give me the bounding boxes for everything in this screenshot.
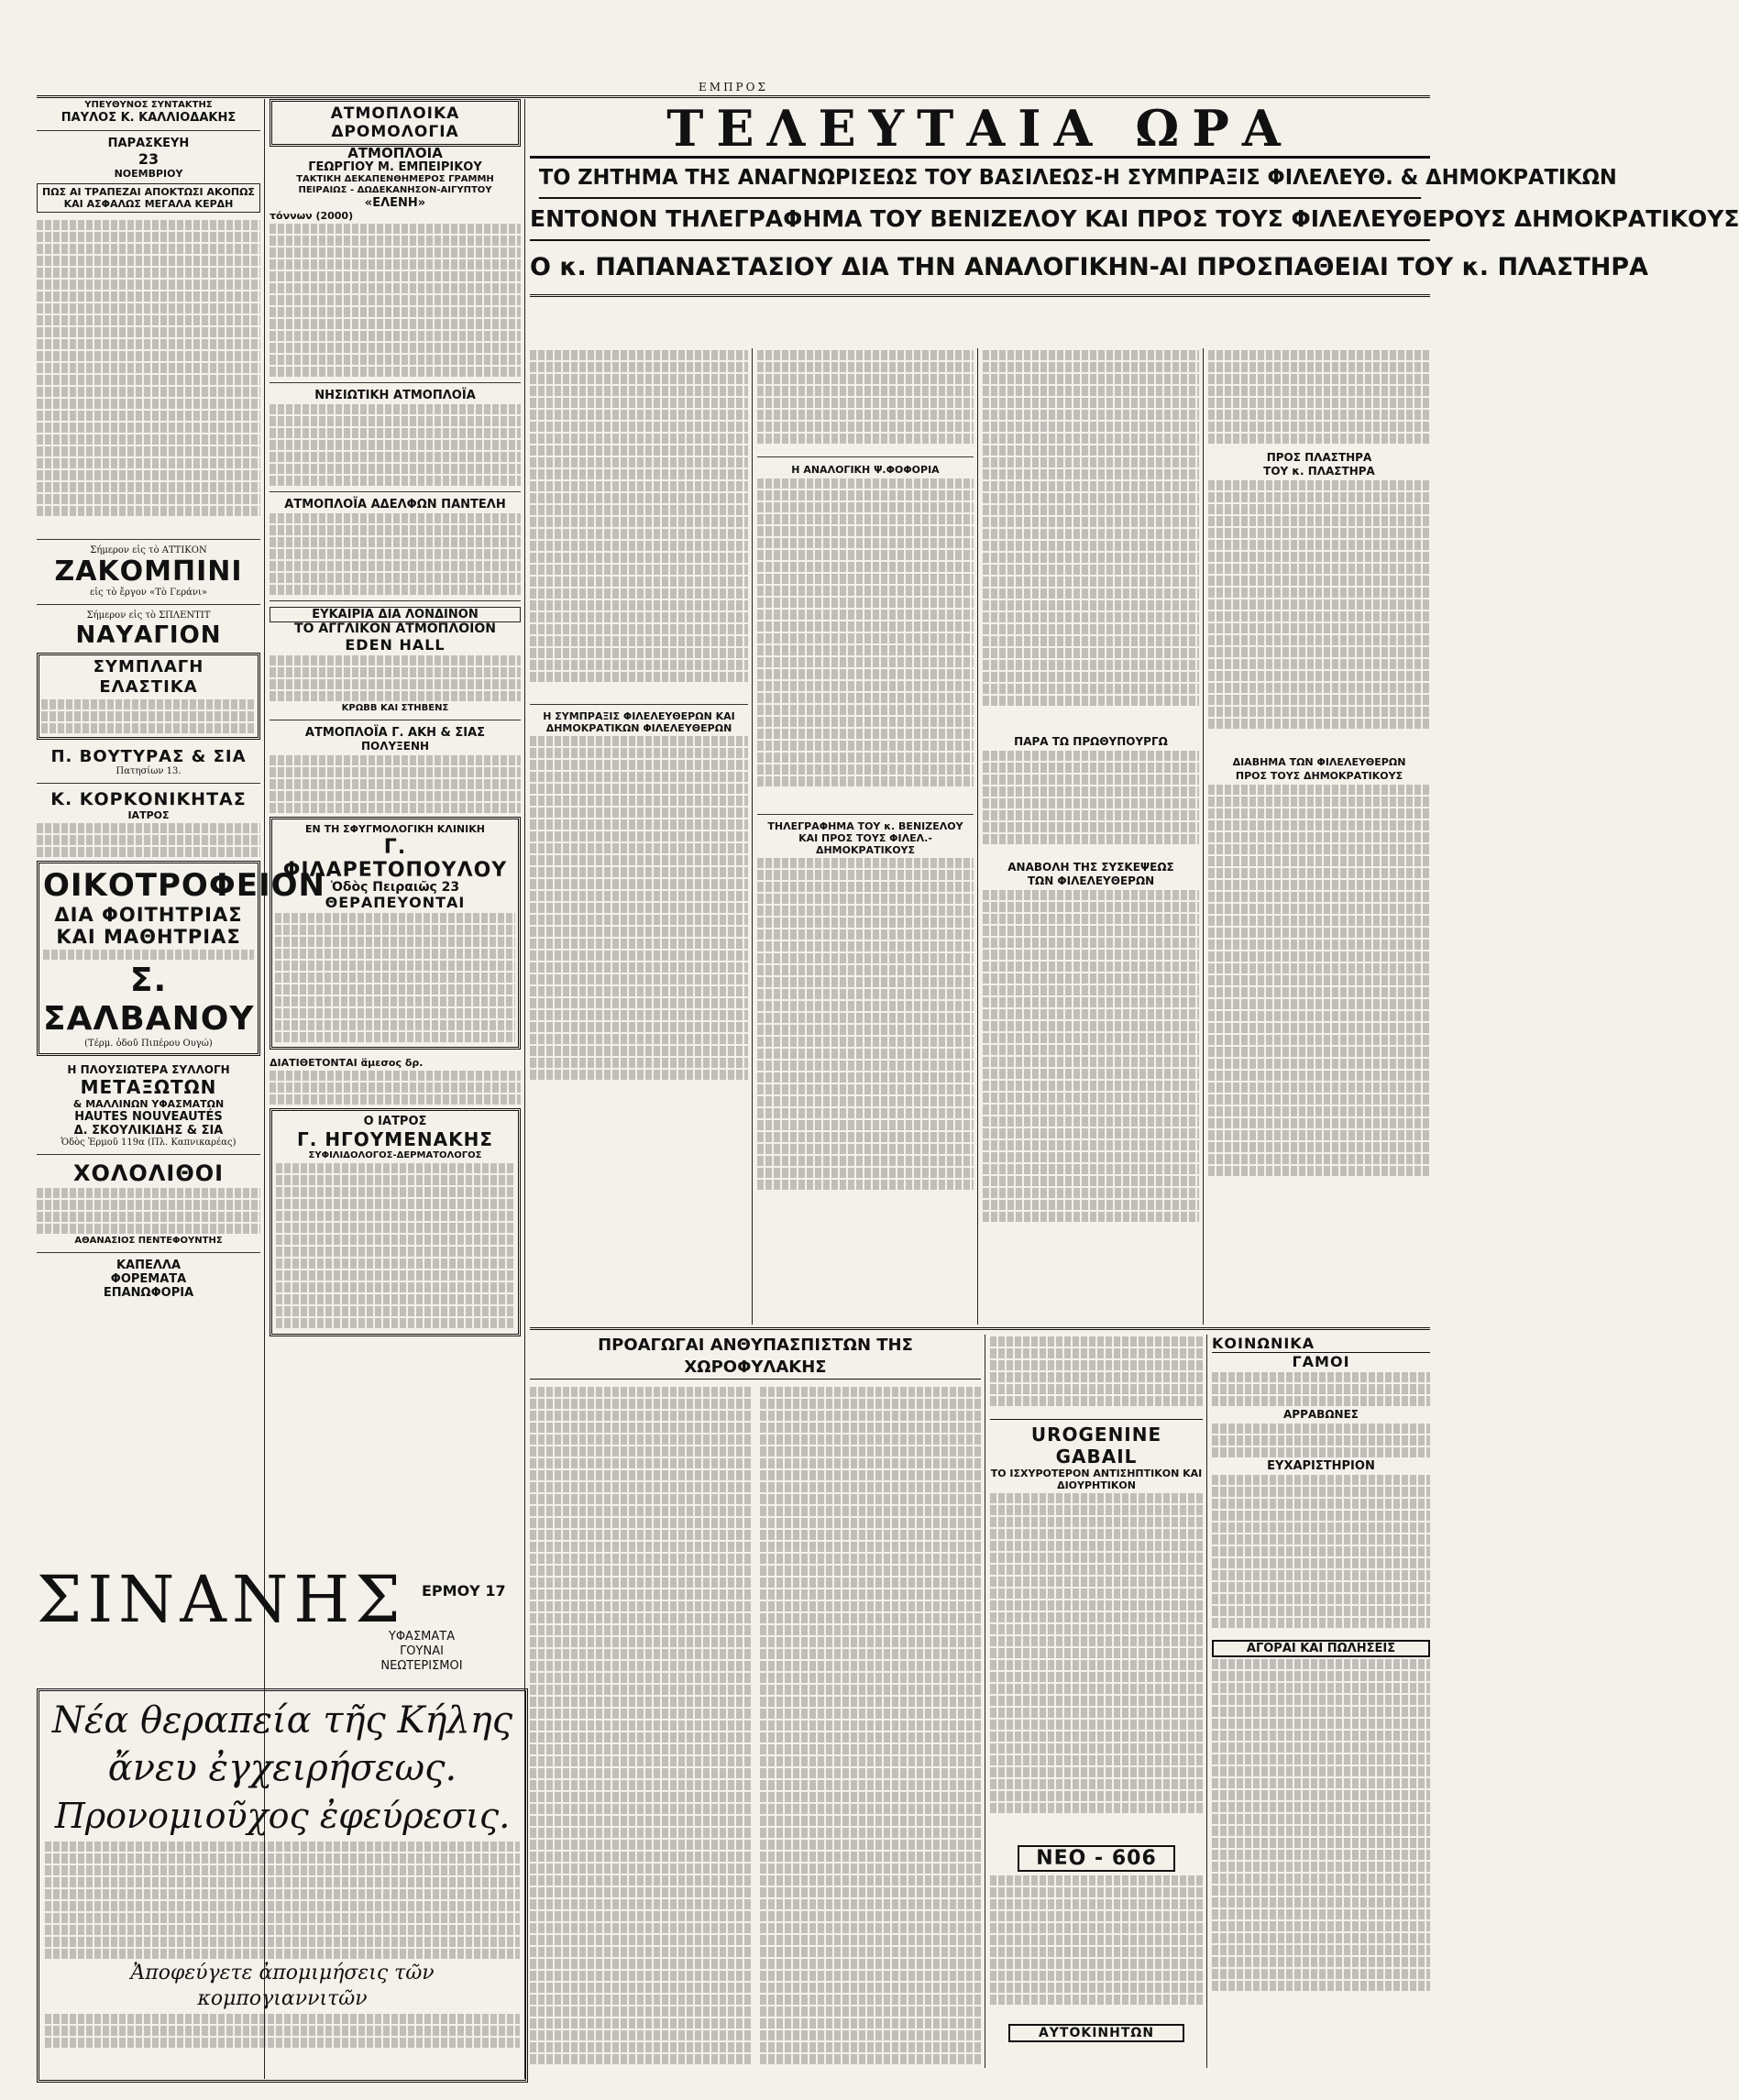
issue-weekday: ΠΑΡΑΣΚΕΥΗ (107, 137, 190, 150)
banner-headline-3: Ο κ. ΠΑΠΑΝΑΣΤΑΣΙΟΥ ΔΙΑ ΤΗΝ ΑΝΑΛΟΓΙΚΗΝ-ΑΙ ΠΡΟΣΠΑΘΕΙΑΙ ΤΟΥ κ. ΠΛΑΣΤΗΡΑ (530, 241, 1430, 297)
ad-xoloithi: ΧΟΛΟΛΙΘΟΙ (72, 1160, 225, 1186)
splendid-note: Σήμερον εἰς τὸ ΣΠΛΕΝΤΙΤ (86, 610, 211, 621)
ad-elastika-title: ΣΥΜΠΛΑΓΗ ΕΛΑΣΤΙΚΑ (93, 657, 204, 697)
issue-day: 23 (138, 150, 160, 168)
ad-kili-line2: ἄνευ ἐγχειρήσεως. (107, 1747, 457, 1789)
shipping-line-route: ΤΑΚΤΙΚΗ ΔΕΚΑΠΕΝΘΗΜΕΡΟΣ ΓΡΑΜΜΗ (296, 174, 494, 184)
section-koinonika: ΚΟΙΝΩΝΙΚΑ (1212, 1335, 1430, 1353)
news-column-b (757, 348, 974, 1325)
ad-skoulikidis: Δ. ΣΚΟΥΛΙΚΙΔΗΣ & ΣΙΑ (73, 1124, 224, 1138)
shipping-eden-hall: EDEN HALL (345, 636, 446, 654)
ad-sinanis-yfasmata: ΥΦΑΣΜΑΤΑ (388, 1630, 456, 1644)
article-pros-plastira: ΠΡΟΣ ΠΛΑΣΤΗΡΑ (1266, 451, 1372, 464)
shipping-adelfon-title: ΑΤΜΟΠΛΟΪΑ ΑΔΕΛΦΩΝ ΠΑΝΤΕΛΗ (284, 498, 506, 511)
banner (530, 99, 1739, 346)
shipping-line-route2: ΠΕΙΡΑΙΩΣ - ΔΩΔΕΚΑΝΗΣΟΝ-ΑΙΓΥΠΤΟΥ (298, 185, 492, 195)
shipping-island-title: ΝΗΣΙΩΤΙΚΗ ΑΤΜΟΠΛΟΪΑ (314, 389, 476, 402)
column-second (270, 99, 521, 1556)
article-proagogai: ΠΡΟΑΓΩΓΑΙ ΑΝΘΥΠΑΣΠΙΣΤΩΝ ΤΗΣ ΧΩΡΟΦΥΛΑΚΗΣ (530, 1335, 981, 1380)
ad-doctor2-specialty: ΣΥΦΙΛΙΔΟΛΟΓΟΣ-ΔΕΡΜΑΤΟΛΟΓΟΣ (308, 1150, 482, 1160)
masthead-rule (37, 95, 1430, 98)
clinic-therapeuontai: ΘΕΡΑΠΕΥΟΝΤΑΙ (325, 894, 466, 911)
article-anavoli: ΑΝΑΒΟΛΗ ΤΗΣ ΣΥΣΚΕΨΕΩΣ (1007, 861, 1174, 874)
shipping-akis-title: ΑΤΜΟΠΛΟΪΑ Γ. ΑΚΗ & ΣΙΑΣ (304, 726, 486, 740)
ad-voutyras: Π. ΒΟΥΤΥΡΑΣ & ΣΙΑ (50, 747, 247, 766)
column-rule (752, 348, 753, 1325)
ad-doctor2-name: Γ. ΗΓΟΥΜΕΝΑΚΗΣ (297, 1128, 493, 1150)
ad-navagion: ΝΑΥΑΓΙΟΝ (75, 621, 222, 649)
article-para: ΠΑΡΑ ΤΩ ΠΡΩΘΥΠΟΥΡΓΩ (1014, 735, 1168, 748)
banner-headline-2: ΕΝΤΟΝΟΝ ΤΗΛΕΓΡΑΦΗΜΑ ΤΟΥ ΒΕΝΙΖΕΛΟΥ ΚΑΙ ΠΡΟΣ ΤΟΥΣ ΦΙΛΕΛΕΥΘΕΡΟΥΣ ΔΗΜΟΚΡΑΤΙΚΟΥΣ (530, 199, 1430, 241)
ad-kili-line1: Νέα θεραπεία τῆς Κήλης (51, 1699, 513, 1742)
issue-month: ΝΟΕΜΒΡΙΟΥ (114, 168, 183, 180)
ad-sinanis-address: ΕΡΜΟΥ 17 (422, 1582, 506, 1600)
ad-kili-line3: Προνομιοῦχος ἐφεύρεσις. (54, 1796, 511, 1836)
ad-sinanis (37, 1562, 523, 1677)
theatre-note: Σήμερον εἰς τὸ ΑΤΤΙΚΟΝ (90, 545, 207, 555)
section-agorai: ΑΓΟΡΑΙ ΚΑΙ ΠΩΛΗΣΕΙΣ (1212, 1640, 1430, 1657)
ad-urogenine: UROGENINE GABAIL (990, 1419, 1203, 1468)
ad-doctor2-label: Ο ΙΑΤΡΟΣ (363, 1115, 427, 1128)
ad-skoulikidis-address: Ὁδὸς Ἑρμοῦ 119α (Πλ. Καπνικαρέας) (61, 1138, 237, 1148)
social-column (1212, 1335, 1430, 2068)
promotions-section (530, 1335, 981, 2068)
ad-oikotrofeion-line1: ΔΙΑ ΦΟΙΤΗΤΡΙΑΣ (54, 904, 243, 926)
column-rule (977, 348, 978, 1325)
banner-title: ΤΕΛΕΥΤΑΙΑ ΩΡΑ (530, 99, 1430, 159)
ad-zakobini-sub: εἰς τὸ ἔργον «Τὸ Γεράνι» (90, 588, 207, 598)
ad-foremata: ΦΟΡΕΜΑΤΑ (110, 1272, 187, 1286)
ad-doctor-name: Κ. ΚΟΡΚΟΝΙΚΗΤΑΣ (50, 789, 247, 809)
ad-aytokiniton: ΑΥΤΟΚΙΝΗΤΩΝ (1008, 2024, 1184, 2042)
ad-sinanis-name: ΣΙΝΑΝΗΣ (37, 1562, 406, 1637)
shipping-owner: ΓΕΩΡΓΙΟΥ Μ. ΕΜΠΕΙΡΙΚΟΥ (308, 160, 482, 174)
urogenine-column (990, 1335, 1203, 2068)
shipping-line-name: ΑΤΜΟΠΛΟΙΑ (347, 145, 443, 161)
section-arravones: ΑΡΡΑΒΩΝΕΣ (1283, 1408, 1359, 1421)
ad-metaxoton: ΜΕΤΑΞΩΤΩΝ (80, 1076, 217, 1098)
ad-salvanou: Σ. ΣΑΛΒΑΝΟΥ (43, 962, 255, 1038)
notice-diatithentai: ΔΙΑΤΙΘΕΤΟΝΤΑΙ ἅμεσος δρ. (270, 1057, 424, 1069)
shipping-london-title: ΕΥΚΑΙΡΙΑ ΔΙΑ ΛΟΝΔΙΝΟΝ (270, 607, 521, 622)
ad-hautes: HAUTES NOUVEAUTÉS (74, 1110, 223, 1124)
ad-neo-606: ΝΕΟ - 606 (1018, 1845, 1175, 1872)
ad-doctor-title: ΙΑΤΡΟΣ (127, 809, 170, 821)
ad-sinanis-neoterismoi: ΝΕΩΤΕΡΙΣΜΟΙ (380, 1659, 463, 1673)
column-rule (1203, 348, 1204, 1325)
article-title: ΠΩΣ ΑΙ ΤΡΑΠΕΖΑΙ ΑΠΟΚΤΩΣΙ ΑΚΟΠΩΣ ΚΑΙ ΑΣΦΑΛΩΣ ΜΕΓΑΛΑ ΚΕΡΔΗ (42, 186, 255, 210)
section-gamoi: ΓΑΜΟΙ (1292, 1353, 1350, 1370)
clinic-title: ΕΝ ΤΗ ΣΦΥΓΜΟΛΟΓΙΚΗ ΚΛΙΝΙΚΗ (305, 823, 485, 835)
ad-kili (37, 1688, 528, 2083)
ship-name: «ΕΛΕΝΗ» (364, 196, 426, 210)
article-tilegrafima: ΤΗΛΕΓΡΑΦΗΜΑ ΤΟΥ κ. ΒΕΝΙΖΕΛΟΥ ΚΑΙ ΠΡΟΣ ΤΟΥΣ ΦΙΛΕΛ.-ΔΗΜΟΚΡΑΤΙΚΟΥΣ (767, 820, 963, 856)
ad-mallinon: & ΜΑΛΛΙΝΩΝ ΥΦΑΣΜΑΤΩΝ (72, 1098, 225, 1110)
section-eyxaristirion: ΕΥΧΑΡΙΣΤΗΡΙΟΝ (1267, 1459, 1375, 1473)
masthead-paper-name: ΕΜΠΡΟΣ (699, 81, 768, 93)
article-sympraxis: Η ΣΥΜΠΡΑΞΙΣ ΦΙΛΕΛΕΥΘΕΡΩΝ ΚΑΙ ΔΗΜΟΚΡΑΤΙΚΩΝ ΦΙΛΕΛΕΥΘΕΡΩΝ (543, 710, 735, 734)
ship-tonnage: τόννων (2000) (270, 210, 354, 222)
article-diavima: ΔΙΑΒΗΜΑ ΤΩΝ ΦΙΛΕΛΕΥΘΕΡΩΝ (1232, 756, 1406, 768)
clinic-address: Ὁδὸς Πειραιῶς 23 (330, 880, 460, 895)
section-divider (530, 1327, 1430, 1330)
ad-epanoforia: ΕΠΑΝΩΦΟΡΙΑ (103, 1286, 194, 1300)
article-analogiki: Η ΑΝΑΛΟΓΙΚΗ Ψ.ΦΟΦΟΡΙΑ (791, 464, 940, 476)
ad-voutyras-address: Πατησίων 13. (116, 766, 182, 776)
ad-zakobini: ΖΑΚΟΜΠΙΝΙ (54, 555, 243, 588)
editor-label: ΥΠΕΥΘΥΝΟΣ ΣΥΝΤΑΚΤΗΣ (84, 100, 213, 110)
editor-name: ΠΑΥΛΟΣ Κ. ΚΑΛΛΙΟΔΑΚΗΣ (61, 111, 237, 125)
news-column-d (1208, 348, 1430, 1325)
ship-polyxeni: ΠΟΛΥΞΕΝΗ (360, 740, 430, 753)
ad-sinanis-gounai: ΓΟΥΝΑΙ (400, 1644, 444, 1658)
article-tou-plastira: ΤΟΥ κ. ΠΛΑΣΤΗΡΑ (1263, 465, 1375, 478)
ad-oikotrofeion: ΟΙΚΟΤΡΟΦΕΙΟΝ (43, 867, 325, 904)
ad-oikotrofeion-line2: ΚΑΙ ΜΑΘΗΤΡΙΑΣ (56, 926, 241, 948)
article-diavima-sub: ΠΡΟΣ ΤΟΥΣ ΔΗΜΟΚΡΑΤΙΚΟΥΣ (1235, 770, 1403, 782)
ad-xoloithi-signature: ΑΘΑΝΑΣΙΟΣ ΠΕΝΤΕΦΟΥΝΤΗΣ (74, 1236, 223, 1246)
ad-collection: Η ΠΛΟΥΣΙΩΤΕΡΑ ΣΥΛΛΟΓΗ (67, 1063, 230, 1076)
shipping-london-ship: ΤΟ ΑΓΓΛΙΚΟΝ ΑΤΜΟΠΛΟΙΟΝ (294, 621, 496, 636)
article-body (37, 220, 260, 533)
ad-urogenine-sub: ΤΟ ΙΣΧΥΡΟΤΕΡΟΝ ΑΝΤΙΣΗΠΤΙΚΟΝ ΚΑΙ ΔΙΟΥΡΗΤΙΚΟΝ (990, 1468, 1203, 1491)
shipping-title: ΑΤΜΟΠΛΟΙΚΑ ΔΡΟΜΟΛΟΓΙΑ (270, 99, 521, 147)
news-column-a (530, 348, 748, 1325)
clinic-doctor: Γ. ΦΙΛΑΡΕΤΟΠΟΥΛΟΥ (282, 836, 508, 882)
ad-salvanou-address: (Τέρμ. ὁδοῦ Πιπέρου Ουγώ) (84, 1039, 213, 1049)
newspaper-page (37, 99, 1739, 2079)
shipping-agents: ΚΡΩΒΒ ΚΑΙ ΣΤΗΒΕΝΣ (341, 703, 449, 713)
banner-headline-1: ΤΟ ΖΗΤΗΜΑ ΤΗΣ ΑΝΑΓΝΩΡΙΣΕΩΣ ΤΟΥ ΒΑΣΙΛΕΩΣ-Η ΣΥΜΠΡΑΞΙΣ ΦΙΛΕΛΕΥΘ. & ΔΗΜΟΚΡΑΤΙΚΩΝ (539, 159, 1421, 199)
article-anavoli-sub: ΤΩΝ ΦΙΛΕΛΕΥΘΕΡΩΝ (1027, 874, 1155, 887)
column-rule (1206, 1335, 1207, 2068)
ad-kapella: ΚΑΠΕΛΛΑ (116, 1259, 182, 1272)
news-column-c (983, 348, 1199, 1325)
ad-kili-bottom: Ἀποφεύγετε ἀπομιμήσεις τῶν κομπογιαννιτῶν (130, 1962, 435, 2010)
